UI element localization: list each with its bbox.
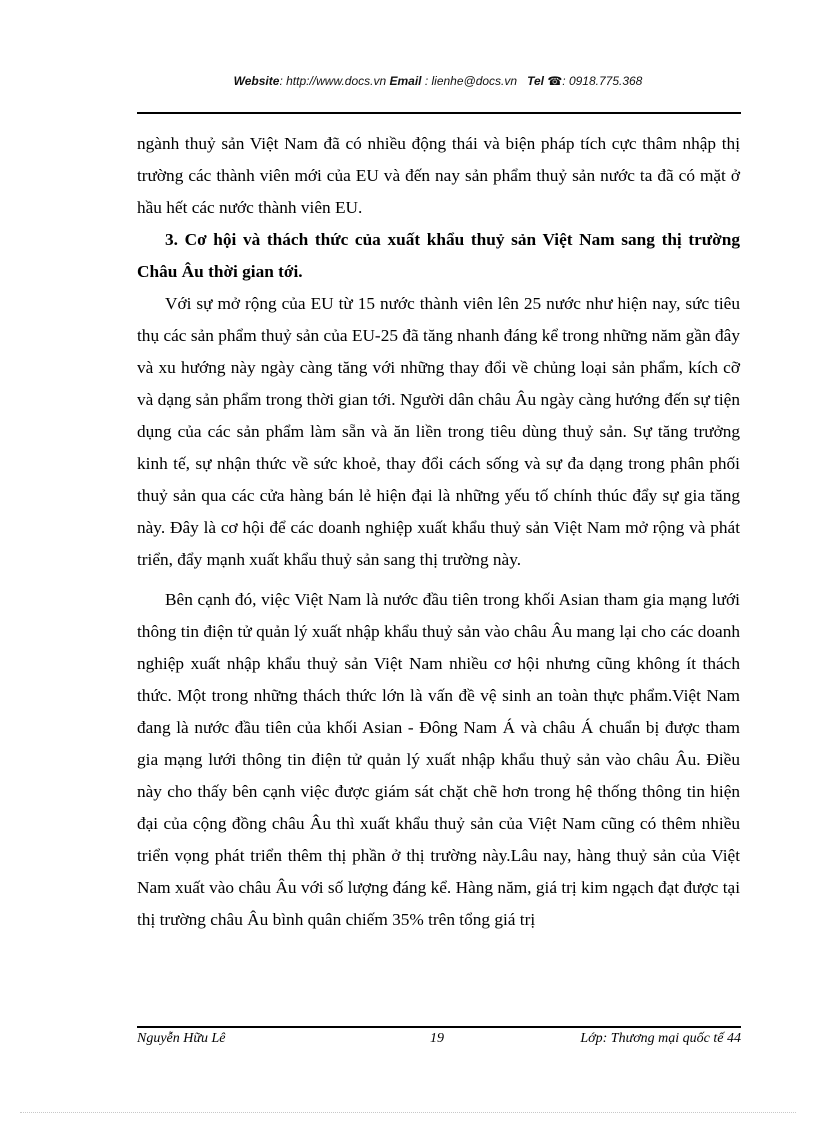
tel-value: : 0918.775.368	[562, 74, 643, 88]
page-number: 19	[430, 1031, 444, 1046]
footer-author: Nguyễn Hữu Lê	[137, 1031, 226, 1046]
website-label: Website	[233, 74, 280, 88]
paragraph: Bên cạnh đó, việc Việt Nam là nước đầu tiên trong khối Asian tham gia mạng lưới thông tin điện tử quản lý xuất nhập khẩu thuỷ sản vào châu Âu mang lại cho các doanh nghiệp xuất nhập khẩu thuỷ sản Việt Nam nhiều cơ hội nhưng cũng không ít thách thức. Một trong những thách thức lớn là vấn đề vệ sinh an toàn thực phẩm.Việt Nam đang là nước đầu tiên của khối Asian - Đông Nam Á và châu Á chuẩn bị được tham gia mạng lưới thông tin điện tử quản lý xuất nhập khẩu thuỷ sản vào châu Âu. Điều này cho thấy bên cạnh việc được giám sát chặt chẽ hơn trong hệ thống thông tin hiện đại của cộng đồng châu Âu thì xuất khẩu thuỷ sản của Việt Nam cũng có thêm nhiều triển vọng phát triển thêm thị phần ở thị trường này.Lâu nay, hàng thuỷ sản của Việt Nam xuất vào châu Âu với số lượng đáng kể. Hàng năm, giá trị kim ngạch đạt được tại thị trường châu Âu bình quân chiếm 35% trên tổng giá trị	[137, 590, 740, 929]
footer-class: Lớp: Thương mại quốc tế 44	[580, 1031, 741, 1046]
paragraph: Với sự mở rộng của EU từ 15 nước thành viên lên 25 nước như hiện nay, sức tiêu thụ các sản phẩm thuỷ sản của EU-25 đã tăng nhanh đáng kể trong những năm gần đây và xu hướng này ngày càng tăng với những thay đổi về chủng loại sản phẩm, kích cỡ và dạng sản phẩm trong thời gian tới. Người dân châu Âu ngày càng hướng đến sự tiện dụng của các sản phẩm làm sẵn và ăn liền trong tiêu dùng thuỷ sản. Sự tăng trưởng kinh tế, sự nhận thức về sức khoẻ, thay đổi cách sống và sự đa dạng trong phân phối thuỷ sản qua các cửa hàng bán lẻ hiện đại là những yếu tố chính thúc đẩy sự gia tăng này. Đây là cơ hội để các doanh nghiệp xuất khẩu thuỷ sản Việt Nam mở rộng và phát triển, đẩy mạnh xuất khẩu thuỷ sản sang thị trường này.	[137, 294, 740, 569]
header-divider	[137, 112, 741, 114]
paragraph-continued: ngành thuỷ sản Việt Nam đã có nhiều động thái và biện pháp tích cực thâm nhập thị trường các thành viên mới của EU và đến nay sản phẩm thuỷ sản nước ta đã có mặt ở hầu hết các nước thành viên EU.	[137, 134, 740, 217]
footer-divider	[137, 1026, 741, 1028]
page-footer	[137, 1031, 741, 1051]
email-value: : lienhe@docs.vn	[421, 74, 521, 88]
page-header	[137, 74, 739, 88]
email-label: Email	[389, 74, 422, 88]
phone-icon: ☎	[547, 74, 563, 88]
section-heading: 3. Cơ hội và thách thức của xuất khẩu thuỷ sản Việt Nam sang thị trường Châu Âu thời gian tới.	[137, 230, 740, 281]
tel-label: Tel	[527, 74, 544, 88]
document-body	[137, 128, 740, 936]
page-edge-divider	[20, 1112, 796, 1113]
website-value: : http://www.docs.vn	[279, 74, 390, 88]
